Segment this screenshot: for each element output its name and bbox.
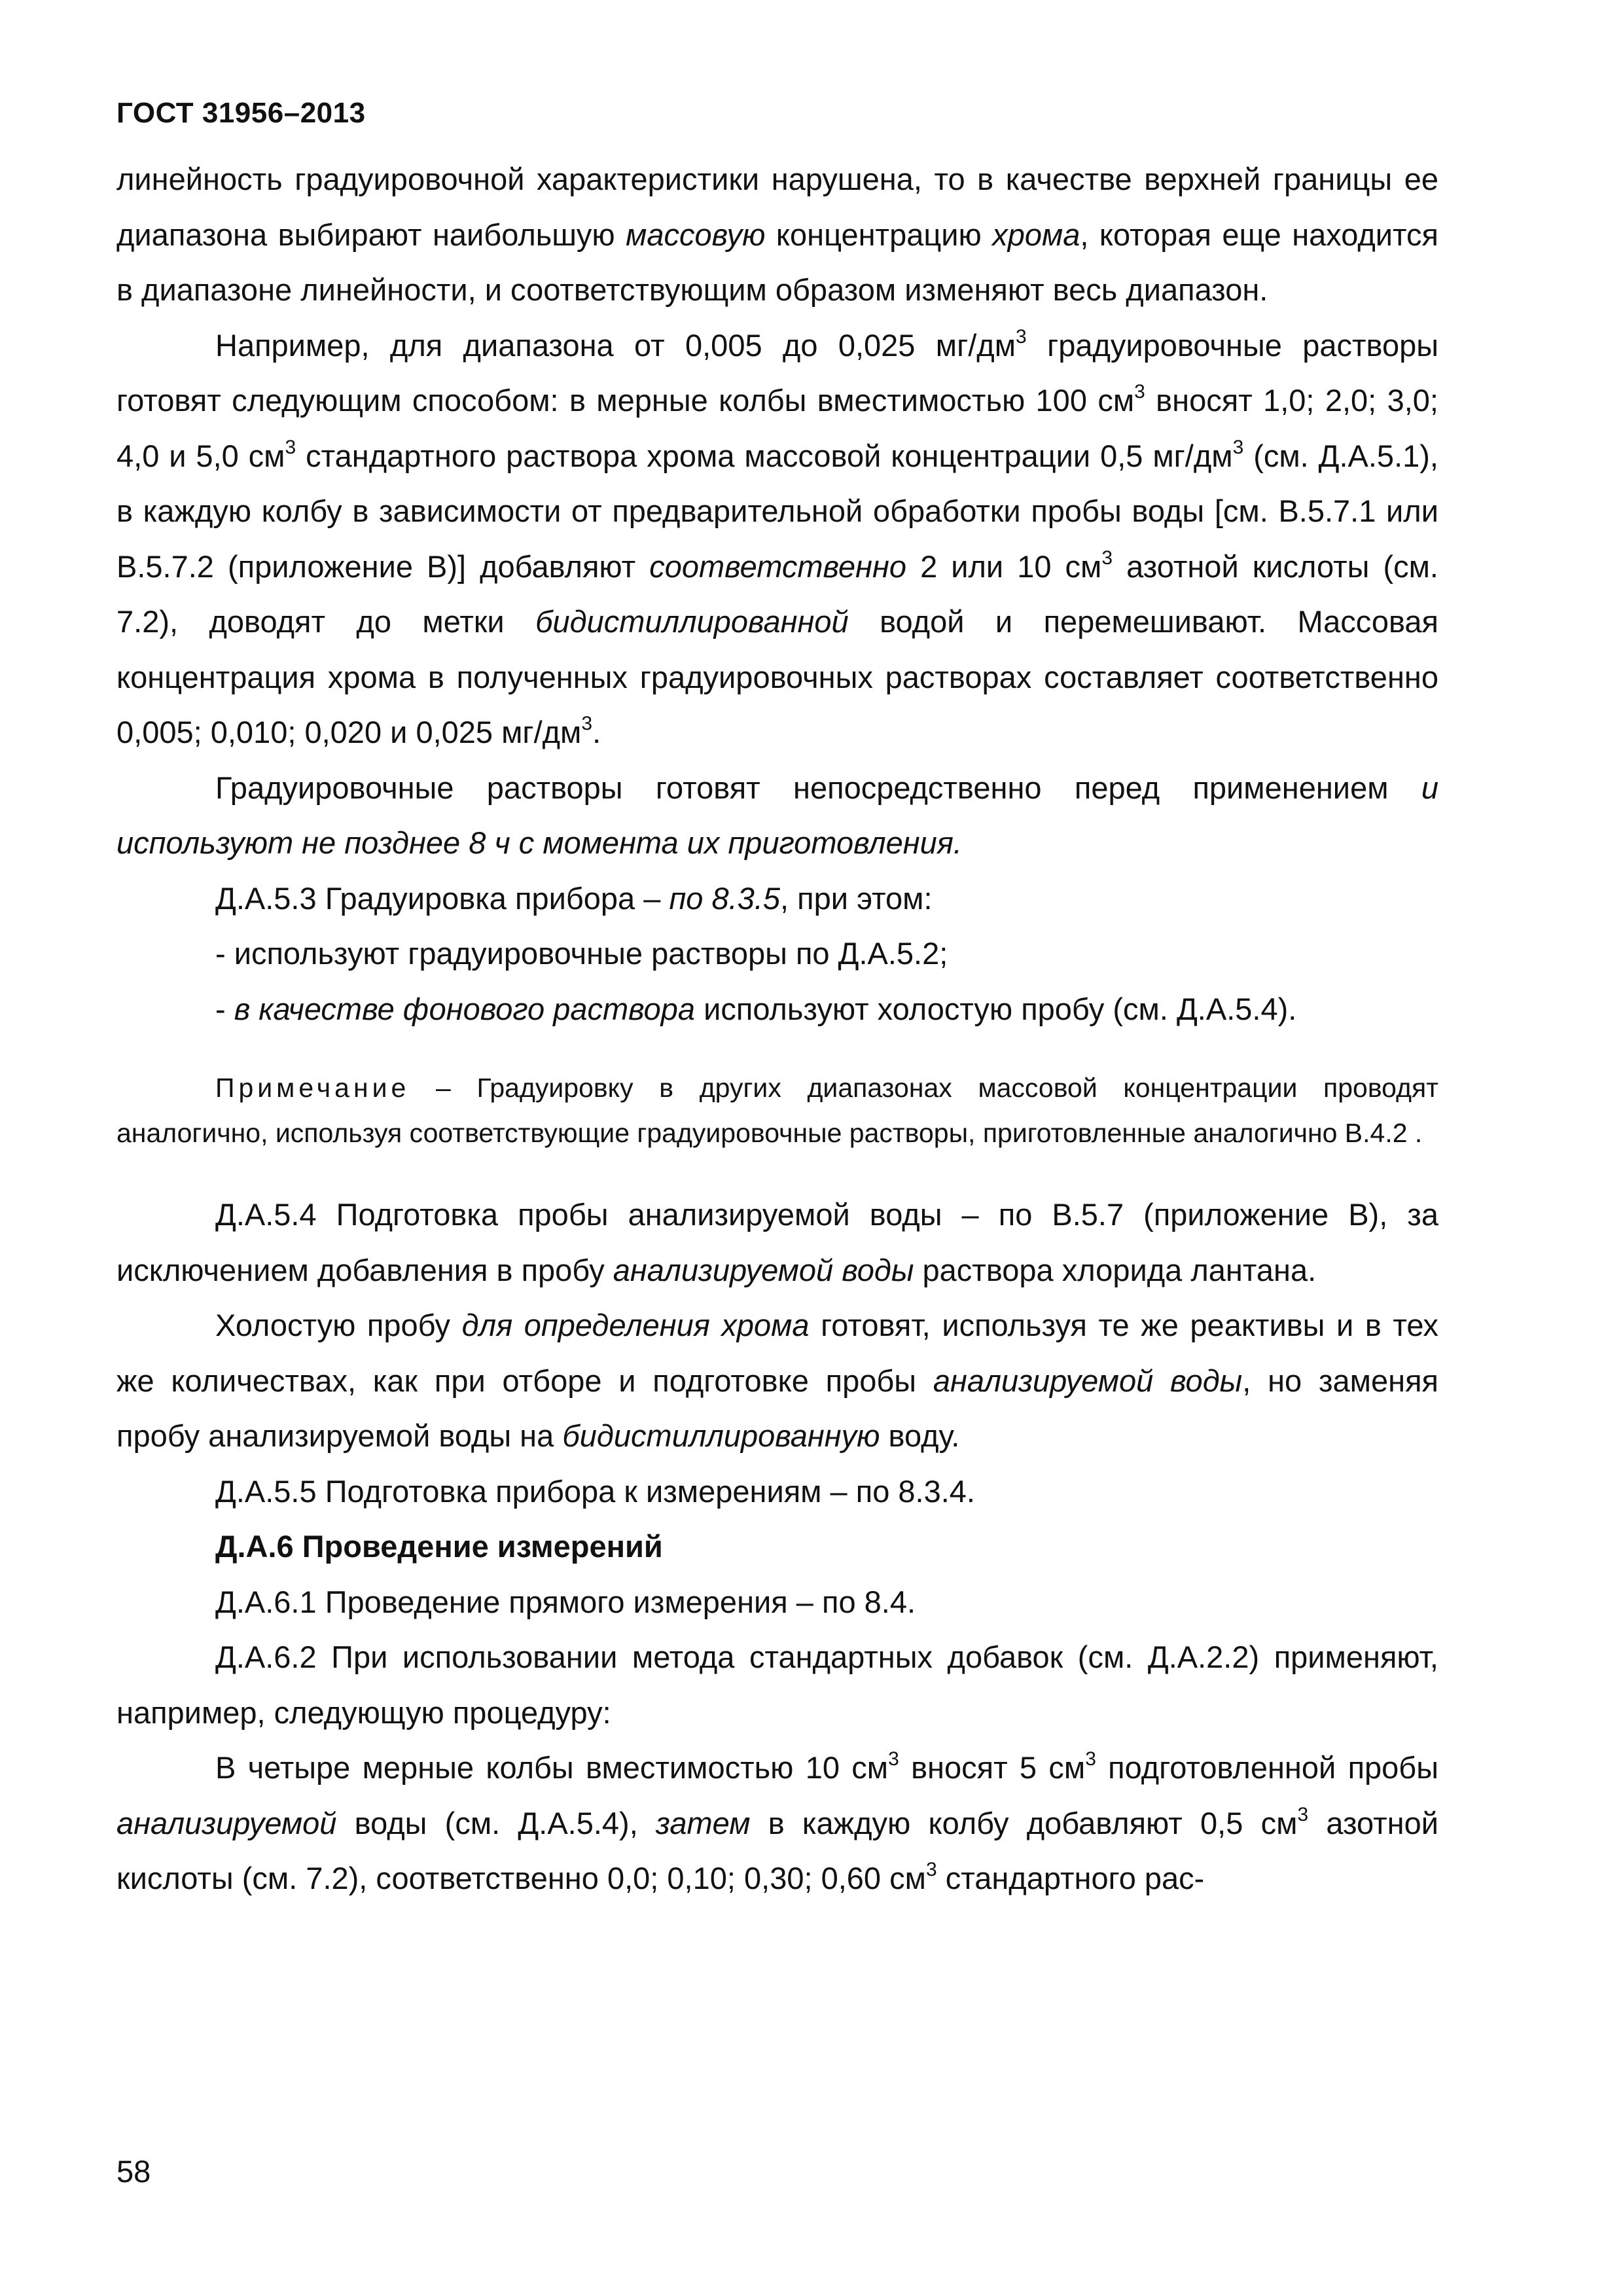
clause-da-5-5 [116,1464,1438,1520]
text-run: градуировочные растворы готовят следующим способом: в мерные колбы вместимостью 100 см [116,327,1438,418]
text-run: подготовленной пробы [1096,1750,1439,1785]
text-run: концентрацию [765,217,993,252]
clause-da-5-3 [116,871,1438,927]
preparation-paragraph [116,761,1438,871]
italic-text: и используют не позднее 8 ч с момента их приготовления. [116,770,1438,860]
text-run: Д.А.5.3 Градуировка прибора – [215,880,669,916]
text-run: воды (см. Д.А.5.4), [336,1805,656,1840]
note-paragraph [116,1066,1438,1156]
text-run: (см. Д.А.5.1), в каждую колбу в зависимости от предварительной обработки пробы воды [см. В.5.7.1 или В.5.7.2 (приложение В)] добавляют [116,438,1438,584]
text-run: В четыре мерные колбы вместимостью 10 см [215,1750,889,1785]
italic-text: соответственно [649,548,907,584]
italic-text: бидистиллированную [562,1418,880,1453]
italic-text: затем [656,1805,751,1840]
italic-text: по 8.3.5 [669,880,781,916]
text-run: Д.А.6 Проведение измерений [215,1529,663,1564]
text-run: Например, для диапазона от 0,005 до 0,025 мг/дм [215,327,1016,363]
superscript: 3 [1101,547,1113,569]
text-run: Градуировочные растворы готовят непосредственно перед применением [215,770,1421,805]
text-run: Д.А.6.2 При использовании метода стандартных добавок (см. Д.А.2.2) применяют, например, следующую процедуру: [116,1640,1438,1730]
superscript: 3 [925,1859,937,1880]
text-run: – Градуировку в других диапазонах массовой концентрации проводят аналогично, используя соответствующие градуировочные растворы, приготовленные аналогично В.4.2 . [116,1073,1438,1148]
text-run: используют холостую пробу (см. Д.А.5.4). [695,991,1297,1026]
italic-text: анализируемой [116,1805,337,1840]
text-run: в каждую колбу добавляют 0,5 см [750,1805,1298,1840]
text-run: водой и перемешивают. Массовая концентрация хрома в полученных градуировочных растворах составляет соответственно 0,005; 0,010; 0,020 и 0,025 мг/дм [116,604,1438,749]
text-run: линейность градуировочной характеристики нарушена, то в качестве верхней границы ее диапазона выбирают наибольшую [116,162,1438,252]
text-run: - [215,991,234,1026]
blank-sample-paragraph [116,1298,1438,1464]
text-run: Д.А.5.5 Подготовка прибора к измерениям – по 8.3.4. [215,1473,975,1509]
text-run: раствора хлорида лантана. [914,1252,1317,1287]
italic-text: бидистиллированной [535,604,849,639]
superscript: 3 [1134,381,1145,403]
text-run: , но заменяя пробу анализируемой воды на [116,1363,1438,1453]
text-run: Д.А.5.4 Подготовка пробы анализируемой воды – по В.5.7 (приложение В), за исключением добавления в пробу [116,1197,1438,1287]
text-run: вносят 1,0; 2,0; 3,0; 4,0 и 5,0 см [116,383,1438,473]
italic-text: анализируемой воды [933,1363,1243,1398]
superscript: 3 [1232,436,1244,458]
page-number: 58 [116,2154,151,2189]
italic-text: в качестве фонового раствора [234,991,696,1026]
text-run: азотной кислоты (см. 7.2), соответственно 0,0; 0,10; 0,30; 0,60 см [116,1805,1438,1895]
clause-da-6-2 [116,1630,1438,1740]
text-run: Примечание [215,1073,410,1103]
list-item-2 [116,982,1438,1037]
text-run: воду. [880,1418,960,1453]
italic-text: массовую [626,217,766,252]
text-run: вносят 5 см [899,1750,1086,1785]
superscript: 3 [888,1748,899,1770]
text-run: - используют градуировочные растворы по Д.А.5.2; [215,936,948,971]
italic-text: для определения хрома [461,1308,810,1342]
text-run: 2 или 10 см [906,548,1102,584]
section-heading-da-6 [116,1519,1438,1575]
text-run: азотной кислоты (см. 7.2), доводят до метки [116,548,1438,639]
list-item-1 [116,926,1438,982]
text-run: готовят, используя те же реактивы и в тех же количествах, как при отборе и подготовке пробы [116,1308,1438,1398]
text-run: , при этом: [780,880,933,916]
superscript: 3 [1016,325,1027,348]
superscript: 3 [1085,1748,1096,1770]
text-run: Д.А.6.1 Проведение прямого измерения – по 8.4. [215,1584,916,1619]
procedure-paragraph [116,1740,1438,1907]
superscript: 3 [285,436,296,458]
italic-text: анализируемой воды [613,1252,914,1287]
continuation-paragraph [116,152,1438,318]
document-body [116,152,1438,1907]
text-run: Холостую пробу [215,1308,462,1342]
italic-text: хрома [992,217,1080,252]
text-run: . [592,715,601,749]
document-code-header: ГОСТ 31956–2013 [116,97,366,129]
text-run: стандартного рас- [936,1861,1205,1895]
text-run: стандартного раствора хрома массовой концентрации 0,5 мг/дм [296,438,1233,473]
superscript: 3 [1297,1803,1309,1825]
example-paragraph [116,318,1438,761]
superscript: 3 [581,713,593,734]
text-run: , которая еще находится в диапазоне линейности, и соответствующим образом изменяют весь диапазон. [116,217,1438,307]
clause-da-5-4 [116,1187,1438,1298]
clause-da-6-1 [116,1575,1438,1630]
